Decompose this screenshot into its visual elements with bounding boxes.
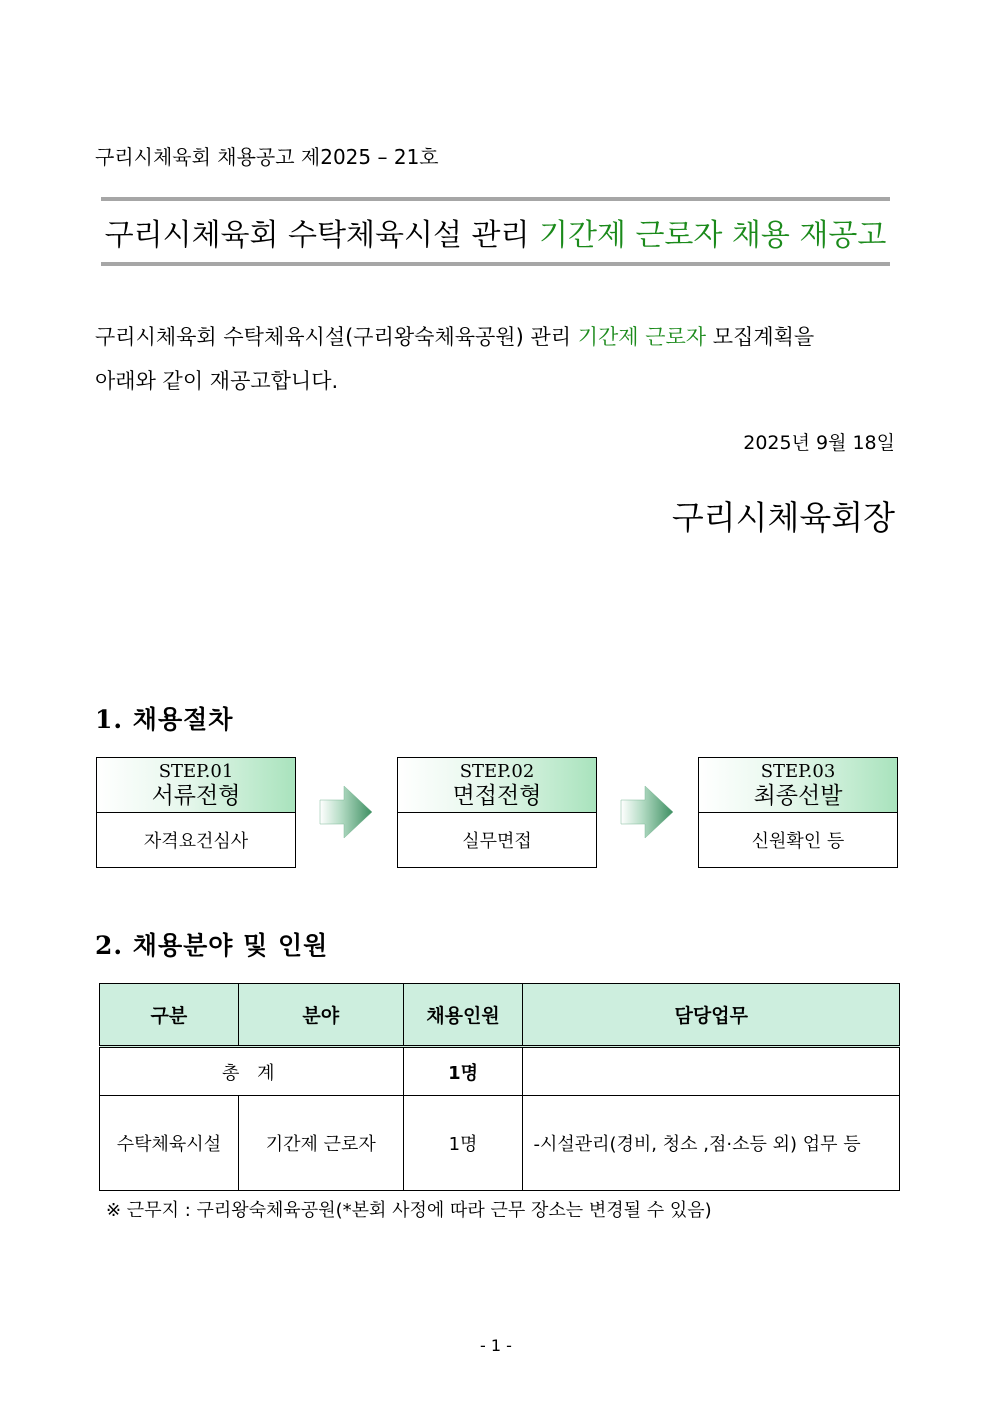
notice-number: 구리시체육회 채용공고 제2025 – 21호	[95, 145, 439, 169]
arrow-right-icon	[318, 784, 374, 840]
positions-table	[99, 983, 900, 1191]
table-header-row	[100, 984, 900, 1047]
step-desc: 자격요건심사	[143, 831, 249, 852]
intro-highlight: 기간제 근로자	[577, 325, 707, 349]
total-label: 총 계	[100, 1047, 404, 1096]
arrow-right-icon	[619, 784, 675, 840]
total-duty	[523, 1047, 900, 1096]
step-code: STEP.01	[158, 761, 234, 782]
step-code: STEP.02	[459, 761, 535, 782]
step-box	[96, 757, 296, 868]
column-header: 구분	[100, 984, 239, 1047]
title-main: 구리시체육회 수탁체육시설 관리	[104, 217, 539, 253]
step-name: 면접전형	[452, 783, 542, 809]
intro-text-end: 모집계획을	[706, 325, 815, 349]
intro-paragraph	[95, 315, 895, 403]
step-desc: 실무면접	[462, 831, 532, 852]
column-header: 분야	[238, 984, 403, 1047]
step-box	[698, 757, 898, 868]
section-heading-positions: 2. 채용분야 및 인원	[95, 931, 329, 960]
page-number: - 1 -	[480, 1336, 512, 1355]
total-count: 1명	[403, 1047, 523, 1096]
workplace-note: ※ 근무지 : 구리왕숙체육공원(*본회 사정에 따라 근무 장소는 변경될 수 있음)	[106, 1200, 712, 1221]
title-highlight: 기간제 근로자 채용 재공고	[538, 217, 887, 253]
step-desc: 신원확인 등	[751, 831, 845, 852]
step-box	[397, 757, 597, 868]
section-heading-procedure: 1. 채용절차	[95, 705, 234, 734]
cell-duty: -시설관리(경비, 청소 ,점·소등 외) 업무 등	[523, 1096, 900, 1191]
column-header: 채용인원	[403, 984, 523, 1047]
cell-field: 기간제 근로자	[238, 1096, 403, 1191]
table-row	[100, 1096, 900, 1191]
announcement-date: 2025년 9월 18일	[743, 432, 895, 454]
cell-count: 1명	[403, 1096, 523, 1191]
cell-category: 수탁체육시설	[100, 1096, 239, 1191]
step-code: STEP.03	[760, 761, 836, 782]
page-title	[101, 197, 890, 266]
column-header: 담당업무	[523, 984, 900, 1047]
intro-line2: 아래와 같이 재공고합니다.	[95, 369, 339, 393]
table-total-row	[100, 1047, 900, 1096]
step-name: 서류전형	[151, 783, 241, 809]
organization-signature: 구리시체육회장	[671, 498, 895, 537]
step-name: 최종선발	[753, 783, 843, 809]
intro-text: 구리시체육회 수탁체육시설(구리왕숙체육공원) 관리	[95, 325, 578, 349]
